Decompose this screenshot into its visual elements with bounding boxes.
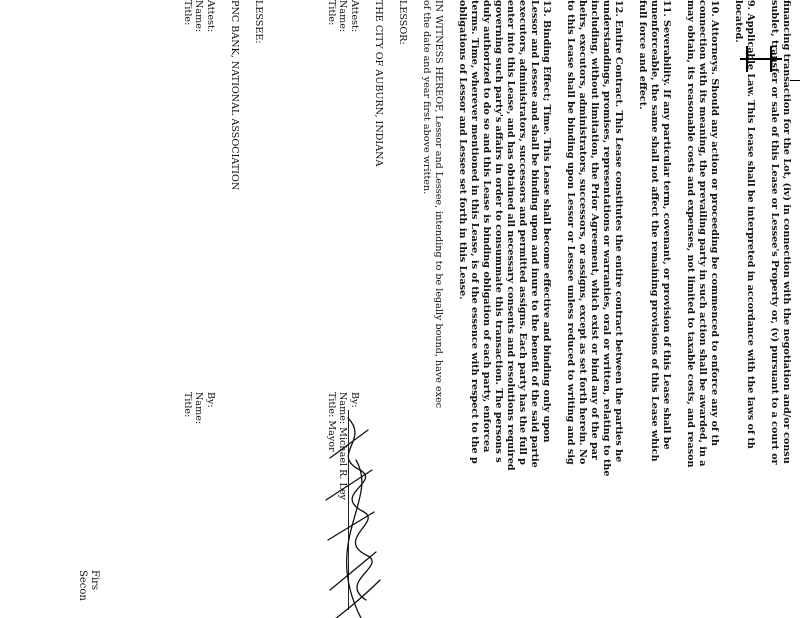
lessee-title-label: Title:: [182, 0, 193, 26]
lessee-by-label: By:: [205, 392, 216, 408]
signature-stroke: [326, 430, 376, 590]
lessor-signatory-name: Name: Michael R. Ley: [337, 392, 349, 500]
lessor-title-label: Title:: [326, 0, 337, 26]
body-line: IN WITNESS HEREOF, Lessor and Lessee, intending to be legally bound, have exec: [433, 0, 444, 409]
lessee-attest-block: [182, 0, 217, 32]
body-line: connection with its meaning, the prevailing party in such action shall be awarded, in a: [697, 0, 708, 467]
body-line: understandings, promises, representations or warranties, oral or written, relating to the: [601, 0, 612, 477]
lessor-signatory-title: Title: Mayor: [326, 392, 337, 452]
body-line: obligations of Lessor and Lessee set forth in this Lease.: [457, 0, 468, 300]
body-line: unenforceable, the same shall not affect the remaining provisions of this Lease which: [649, 0, 660, 462]
body-line: Lessor and Lessee and shall be binding upon and inure to the benefit of the said partie: [529, 0, 540, 468]
body-line: terms. Time, wherever mentioned in this Lease, is of the essence with respect to the p: [469, 0, 480, 464]
body-line: may obtain, its reasonable costs and expenses, not limited to taxable costs, and reason: [685, 0, 696, 468]
body-line: enter into this Lease, and has obtained all necessary consents and resolutions required: [505, 0, 516, 471]
body-line: located.: [733, 0, 744, 43]
rotated-lease-document: [40, 0, 800, 618]
lessee-signatory-title: Title:: [182, 392, 193, 418]
lessee-signatory-block: [182, 392, 217, 424]
page-header-line-1: Firs: [89, 570, 100, 591]
body-line: full force and effect.: [637, 0, 648, 110]
body-line: of the date and year first above written.: [421, 0, 432, 195]
body-line: executors, administrators, successors and permitted assigns. Each party has the full p: [517, 0, 528, 465]
lessor-attest-label: Attest:: [349, 0, 360, 33]
lessor-by-label: By:: [349, 392, 360, 408]
body-line: 12. Entire Contract. This Lease constitutes the entire contract between the parties he: [613, 0, 624, 463]
body-line: 11. Severability. If any particular term, covenant, or provision of this Lease shall be: [661, 0, 672, 450]
body-line: 13. Binding Effect; Time. This Lease shall become effective and binding only upon: [541, 0, 552, 443]
lessor-label: LESSOR:: [397, 0, 408, 45]
body-line: 10. Attorneys. Should any action or proceeding be commenced to enforce any of th: [709, 0, 720, 446]
body-line: to this Lease shall be binding upon Lessor or Lessee unless reduced to writing and sig: [565, 0, 576, 465]
signature-stroke: [324, 580, 380, 618]
lessor-entity: THE CITY OF AUBURN, INDIANA: [373, 0, 384, 167]
body-line: duly authorized to do so and this Lease is binding obligation of each party, enforcea: [481, 0, 492, 453]
lessor-name-label: Name:: [337, 0, 349, 33]
lessee-attest-label: Attest:: [205, 0, 216, 33]
body-line: governing such party's affairs in order to consummate this transaction. The persons s: [493, 0, 504, 463]
handwritten-signature: [40, 0, 800, 618]
lessee-signatory-name: Name:: [193, 392, 205, 425]
lessee-name-label: Name:: [193, 0, 205, 33]
page-header-line-2: Secon: [77, 570, 88, 601]
lessee-entity: PNC BANK, NATIONAL ASSOCIATION: [229, 0, 240, 191]
lessee-label: LESSEE:: [253, 0, 264, 44]
body-line: 9. Applicable Law. This Lease shall be interpreted in accordance with the laws of th: [745, 0, 756, 449]
body-line: financing transaction for the Lot, (iv) in connection with the negotiation and/or consu: [781, 0, 792, 464]
body-line: heirs, executors, administrators, successors, or assigns, except as set forth herein. No: [577, 0, 588, 465]
body-line: including, without limitation, the Prior Agreement, which exist or bind any of the par: [589, 0, 600, 461]
body-line: sublet, transfer or sale of this Lease or Lessee's Property or, (v) pursuant to a court or: [769, 0, 780, 465]
